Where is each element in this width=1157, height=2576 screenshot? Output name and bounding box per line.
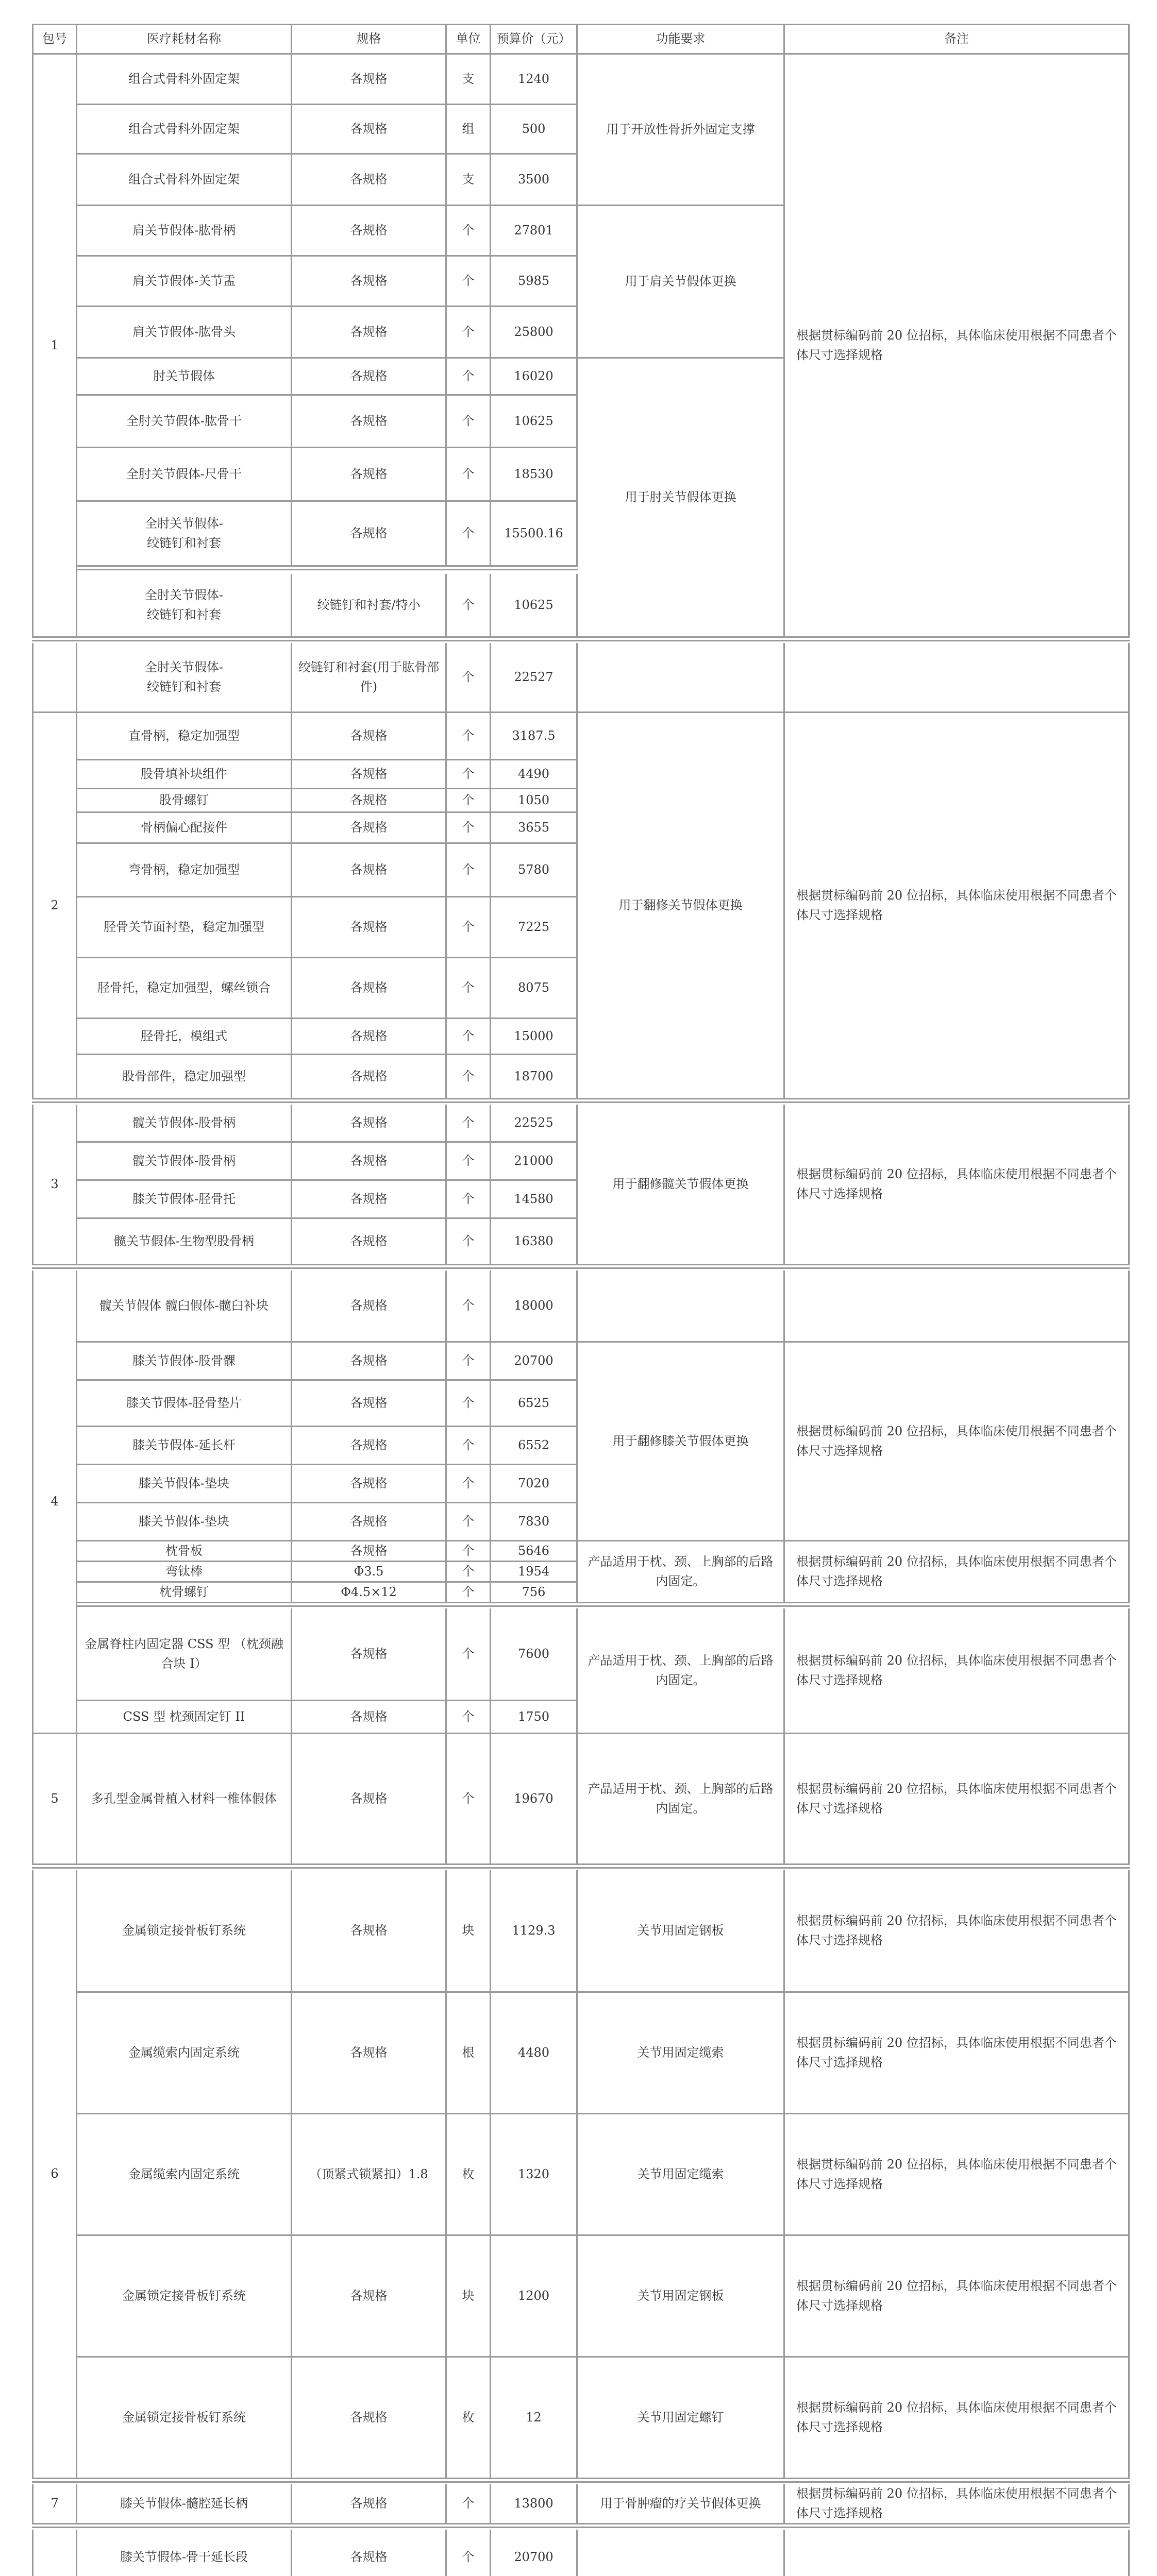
section-divider [32,1099,1130,1103]
function-text: 关节用固定螺钉 [578,2358,785,2478]
item-name: 膝关节假体-延长杆 [77,1427,292,1464]
item-price: 19670 [491,1734,578,1863]
package-cell [32,2530,77,2576]
item-name: 金属锁定接骨板钉系统 [77,2358,292,2478]
item-price: 7225 [491,897,578,957]
item-unit: 个 [447,1270,491,1341]
item-unit: 个 [447,307,491,357]
function-cell [578,643,785,711]
item-price: 5985 [491,257,578,306]
item-name: 胫骨托，稳定加强型，螺丝锁合 [77,958,292,1018]
note-cell [785,1270,1130,1341]
item-price: 1954 [491,1562,578,1581]
header-price: 预算价（元） [491,25,578,53]
item-spec: 各规格 [292,2484,447,2523]
function-text: 用于翻修关节假体更换 [578,713,785,1098]
item-name: 金属缆索内固定系统 [77,2114,292,2234]
item-spec: 各规格 [292,1019,447,1054]
item-name: 组合式骨科外固定架 [77,55,292,104]
item-spec: 各规格 [292,55,447,104]
header-spec: 规格 [292,25,447,53]
item-name: 髋关节假体 髋臼假体-髋臼补块 [77,1270,292,1341]
item-name: 胫骨托，模组式 [77,1019,292,1054]
item-name: 骨柄偏心配接件 [77,813,292,842]
item-spec: 各规格 [292,1870,447,1991]
function-text: 关节用固定钢板 [578,1870,785,1991]
section-divider [32,638,1130,641]
item-price: 22527 [491,643,578,711]
item-name: 肩关节假体-肱骨头 [77,307,292,357]
item-price: 756 [491,1583,578,1602]
item-unit: 个 [447,1541,491,1561]
item-name: 股骨部件，稳定加强型 [77,1055,292,1098]
item-name: 枕骨螺钉 [77,1583,292,1602]
item-price: 7830 [491,1503,578,1540]
item-price: 7020 [491,1465,578,1502]
item-spec: 绞链钉和衬套/特小 [292,574,447,636]
item-name: 肩关节假体-关节盂 [77,257,292,306]
item-price: 1200 [491,2236,578,2356]
item-price: 12 [491,2358,578,2478]
package-number: 6 [32,1870,77,2478]
item-unit: 块 [447,2236,491,2356]
item-name: 组合式骨科外固定架 [77,155,292,205]
package-number: 5 [32,1734,77,1863]
package-number: 3 [32,1105,77,1264]
header-note: 备注 [785,25,1130,53]
function-text: 用于骨肿瘤的疗关节假体更换 [578,2484,785,2523]
note-text: 根据贯标编码前 20 位招标，具体临床使用根据不同患者个体尺寸选择规格 [785,713,1130,1098]
function-text: 产品适用于枕、颈、上胸部的后路内固定。 [578,1734,785,1863]
item-price: 21000 [491,1143,578,1179]
item-spec: 各规格 [292,1181,447,1217]
item-name: 髋关节假体-股骨柄 [77,1105,292,1141]
item-spec: 各规格 [292,257,447,306]
note-text: 根据贯标编码前 20 位招标，具体临床使用根据不同患者个体尺寸选择规格 [785,2484,1130,2523]
device-table [32,24,1130,2576]
item-price: 8075 [491,958,578,1018]
item-name: 髋关节假体-股骨柄 [77,1143,292,1179]
note-text: 根据贯标编码前 20 位招标，具体临床使用根据不同患者个体尺寸选择规格 [785,2114,1130,2234]
item-name: 膝关节假体-胫骨垫片 [77,1381,292,1426]
item-unit: 个 [447,789,491,811]
item-unit: 支 [447,55,491,104]
item-spec: 各规格 [292,1219,447,1264]
package-number: 4 [32,1270,77,1733]
function-cell [578,2530,785,2576]
item-unit: 个 [447,844,491,896]
package-number: 2 [32,713,77,1098]
item-price: 20700 [491,1343,578,1379]
item-unit: 个 [447,1143,491,1179]
item-price: 5780 [491,844,578,896]
item-price: 3500 [491,155,578,205]
item-spec: 各规格 [292,958,447,1018]
item-spec: （顶紧式锁紧扣）1.8 [292,2114,447,2234]
item-unit: 个 [447,1503,491,1540]
package-cell [32,643,77,711]
item-unit: 个 [447,2530,491,2576]
item-spec: 各规格 [292,1143,447,1179]
item-spec: 各规格 [292,1734,447,1863]
item-unit: 个 [447,1701,491,1733]
item-name: 金属缆索内固定系统 [77,1993,292,2113]
function-text: 用于肩关节假体更换 [578,206,785,357]
note-text: 根据贯标编码前 20 位招标，具体临床使用根据不同患者个体尺寸选择规格 [785,2358,1130,2478]
item-name: 膝关节假体-胫骨托 [77,1181,292,1217]
item-unit: 个 [447,1427,491,1464]
item-unit: 个 [447,257,491,306]
function-text: 产品适用于枕、颈、上胸部的后路内固定。 [578,1541,785,1602]
item-name: 髋关节假体-生物型股骨柄 [77,1219,292,1264]
item-price: 7600 [491,1608,578,1700]
item-price: 15500.16 [491,502,578,565]
function-text: 用于翻修髋关节假体更换 [578,1105,785,1264]
item-spec: 各规格 [292,155,447,205]
item-name: 股骨螺钉 [77,789,292,811]
item-unit: 个 [447,1055,491,1098]
item-name: 枕骨板 [77,1541,292,1561]
item-unit: 个 [447,713,491,759]
item-spec: 各规格 [292,1541,447,1561]
note-text: 根据贯标编码前 20 位招标，具体临床使用根据不同患者个体尺寸选择规格 [785,55,1130,636]
item-spec: 各规格 [292,1270,447,1341]
item-unit: 个 [447,448,491,500]
function-text: 关节用固定钢板 [578,2236,785,2356]
item-name: 全肘关节假体- 绞链钉和衬套 [77,502,292,565]
item-spec: 各规格 [292,1503,447,1540]
item-price: 10625 [491,396,578,447]
item-price: 18530 [491,448,578,500]
item-price: 3655 [491,813,578,842]
item-price: 14580 [491,1181,578,1217]
item-unit: 枚 [447,2358,491,2478]
item-spec: Φ3.5 [292,1562,447,1581]
item-spec: 各规格 [292,359,447,394]
item-name: 弯骨柄，稳定加强型 [77,844,292,896]
item-price: 25800 [491,307,578,357]
item-name: 股骨填补块组件 [77,760,292,788]
item-unit: 个 [447,1381,491,1426]
item-unit: 个 [447,1562,491,1581]
item-spec: 各规格 [292,1343,447,1379]
section-divider [32,1265,1130,1269]
function-text: 用于翻修膝关节假体更换 [578,1343,785,1540]
note-text: 根据贯标编码前 20 位招标，具体临床使用根据不同患者个体尺寸选择规格 [785,1343,1130,1540]
item-spec: Φ4.5×12 [292,1583,447,1602]
note-cell [785,643,1130,711]
item-price: 5646 [491,1541,578,1561]
note-text: 根据贯标编码前 20 位招标，具体临床使用根据不同患者个体尺寸选择规格 [785,1870,1130,1991]
item-price: 16020 [491,359,578,394]
item-price: 18700 [491,1055,578,1098]
package-number: 7 [32,2484,77,2523]
item-price: 1050 [491,789,578,811]
item-unit: 根 [447,1993,491,2113]
item-name: 弯钛棒 [77,1562,292,1581]
item-spec: 各规格 [292,2358,447,2478]
item-unit: 个 [447,643,491,711]
item-spec: 各规格 [292,897,447,957]
item-spec: 各规格 [292,1608,447,1700]
item-name: 膝关节假体-股骨髁 [77,1343,292,1379]
item-unit: 个 [447,1465,491,1502]
item-spec: 各规格 [292,1427,447,1464]
item-spec: 各规格 [292,2530,447,2576]
note-text: 根据贯标编码前 20 位招标，具体临床使用根据不同患者个体尺寸选择规格 [785,1105,1130,1264]
section-divider [32,1865,1130,1869]
item-name: 金属锁定接骨板钉系统 [77,1870,292,1991]
section-divider [32,1603,1130,1607]
note-text: 根据贯标编码前 20 位招标，具体临床使用根据不同患者个体尺寸选择规格 [785,1608,1130,1733]
item-price: 27801 [491,206,578,255]
item-name: 组合式骨科外固定架 [77,105,292,153]
item-name: 多孔型金属骨植入材料一椎体假体 [77,1734,292,1863]
item-spec: 各规格 [292,1465,447,1502]
item-spec: 各规格 [292,713,447,759]
function-cell [578,1270,785,1341]
item-spec: 各规格 [292,105,447,153]
item-name: 金属脊柱内固定器 CSS 型 （枕颈融合块 I） [77,1608,292,1700]
item-price: 6525 [491,1381,578,1426]
item-unit: 个 [447,206,491,255]
item-spec: 各规格 [292,760,447,788]
item-price: 1320 [491,2114,578,2234]
item-unit: 组 [447,105,491,153]
item-unit: 个 [447,958,491,1018]
item-name: 直骨柄，稳定加强型 [77,713,292,759]
note-cell [785,2530,1130,2576]
item-unit: 个 [447,897,491,957]
item-spec: 各规格 [292,502,447,565]
item-unit: 个 [447,1343,491,1379]
item-price: 13800 [491,2484,578,2523]
item-spec: 各规格 [292,448,447,500]
item-unit: 个 [447,1734,491,1863]
function-text: 关节用固定缆索 [578,2114,785,2234]
item-price: 10625 [491,574,578,636]
item-unit: 块 [447,1870,491,1991]
item-unit: 个 [447,1019,491,1054]
item-spec: 绞链钉和衬套(用于肱骨部件) [292,643,447,711]
item-spec: 各规格 [292,1105,447,1141]
header-unit: 单位 [447,25,491,53]
note-text: 根据贯标编码前 20 位招标，具体临床使用根据不同患者个体尺寸选择规格 [785,2236,1130,2356]
item-unit: 个 [447,396,491,447]
item-spec: 各规格 [292,1701,447,1733]
item-name: CSS 型 枕颈固定钉 II [77,1701,292,1733]
item-name: 全肘关节假体- 绞链钉和衬套 [77,643,292,711]
item-spec: 各规格 [292,2236,447,2356]
item-name: 全肘关节假体-尺骨干 [77,448,292,500]
item-unit: 支 [447,155,491,205]
item-unit: 个 [447,502,491,565]
item-name: 胫骨关节面衬垫，稳定加强型 [77,897,292,957]
item-price: 1240 [491,55,578,104]
item-name: 金属锁定接骨板钉系统 [77,2236,292,2356]
header-function: 功能要求 [578,25,785,53]
item-price: 15000 [491,1019,578,1054]
item-name: 肩关节假体-肱骨柄 [77,206,292,255]
item-price: 3187.5 [491,713,578,759]
item-unit: 个 [447,813,491,842]
item-unit: 个 [447,574,491,636]
item-price: 22525 [491,1105,578,1141]
item-price: 6552 [491,1427,578,1464]
note-text: 根据贯标编码前 20 位招标，具体临床使用根据不同患者个体尺寸选择规格 [785,1541,1130,1602]
item-price: 4480 [491,1993,578,2113]
item-spec: 各规格 [292,307,447,357]
item-spec: 各规格 [292,1055,447,1098]
item-name: 全肘关节假体- 绞链钉和衬套 [77,574,292,636]
item-spec: 各规格 [292,1993,447,2113]
section-divider [32,2479,1130,2483]
function-text: 用于肘关节假体更换 [578,359,785,636]
item-price: 500 [491,105,578,153]
note-text: 根据贯标编码前 20 位招标，具体临床使用根据不同患者个体尺寸选择规格 [785,1993,1130,2113]
item-spec: 各规格 [292,813,447,842]
item-name: 全肘关节假体-肱骨干 [77,396,292,447]
function-text: 关节用固定缆索 [578,1993,785,2113]
item-price: 4490 [491,760,578,788]
item-spec: 各规格 [292,844,447,896]
item-name: 膝关节假体-骨干延长段 [77,2530,292,2576]
item-price: 16380 [491,1219,578,1264]
item-unit: 个 [447,1219,491,1264]
item-price: 18000 [491,1270,578,1341]
item-spec: 各规格 [292,789,447,811]
header-package: 包号 [32,25,77,53]
item-unit: 个 [447,1583,491,1602]
item-unit: 个 [447,2484,491,2523]
item-unit: 个 [447,1608,491,1700]
item-unit: 个 [447,1181,491,1217]
header-row [32,24,1130,55]
item-price: 20700 [491,2530,578,2576]
item-name: 膝关节假体-垫块 [77,1465,292,1502]
item-name: 肘关节假体 [77,359,292,394]
item-unit: 个 [447,1105,491,1141]
function-text: 产品适用于枕、颈、上胸部的后路内固定。 [578,1608,785,1733]
item-spec: 各规格 [292,1381,447,1426]
item-unit: 枚 [447,2114,491,2234]
function-text: 用于开放性骨折外固定支撑 [578,55,785,205]
item-price: 1750 [491,1701,578,1733]
item-spec: 各规格 [292,396,447,447]
item-name: 膝关节假体-垫块 [77,1503,292,1540]
item-unit: 个 [447,359,491,394]
item-name: 膝关节假体-髓腔延长柄 [77,2484,292,2523]
header-name: 医疗耗材名称 [77,25,292,53]
item-unit: 个 [447,760,491,788]
item-price: 1129.3 [491,1870,578,1991]
section-divider [32,2524,1130,2528]
note-text: 根据贯标编码前 20 位招标，具体临床使用根据不同患者个体尺寸选择规格 [785,1734,1130,1863]
package-number: 1 [32,55,77,636]
item-spec: 各规格 [292,206,447,255]
